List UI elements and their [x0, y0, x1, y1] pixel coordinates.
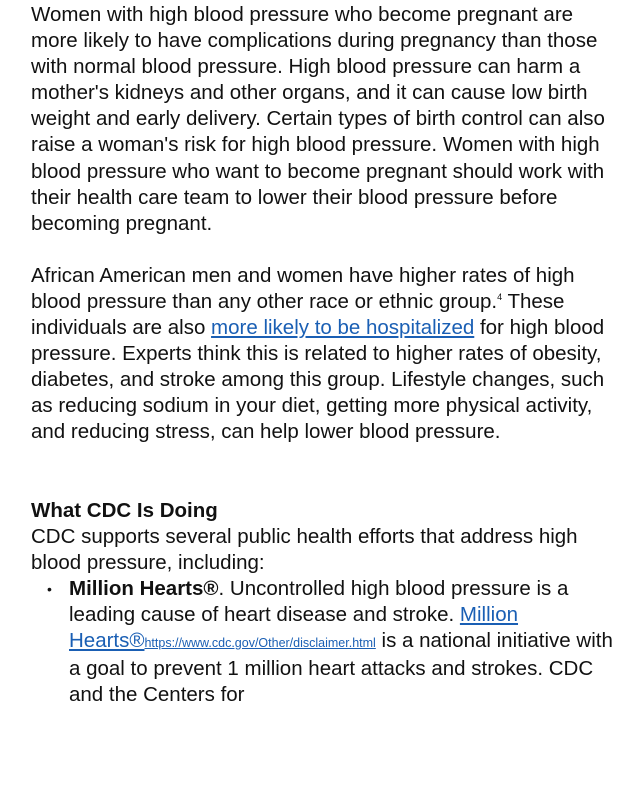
million-hearts-text-b: is a national initiative with a goal to prevent 1 million heart attacks and strokes. CDC and the Centers for	[69, 628, 613, 707]
efforts-list	[31, 576, 616, 708]
paragraph2-text-mid: These individuals are also	[31, 289, 565, 340]
hospitalized-link[interactable]: more likely to be hospitalized	[211, 316, 475, 340]
section-intro: CDC supports several public health efforts that address high blood pressure, including:	[31, 524, 578, 574]
disclaimer-url-link[interactable]: https://www.cdc.gov/Other/disclaimer.html	[144, 635, 376, 650]
paragraph2-text-after: for high blood pressure. Experts think this is related to higher rates of obesity, diabetes, and stroke among this group. Lifestyle changes, such as reducing sodium in your diet, getting more physical activity, and reducing stress, can help lower blood pressure.	[31, 316, 605, 444]
section-heading: What CDC Is Doing	[31, 498, 218, 522]
list-item-million-hearts	[47, 576, 616, 708]
million-hearts-link[interactable]: Million Hearts®	[69, 602, 519, 652]
paragraph-african-american	[31, 263, 616, 446]
bullet-dot: •	[47, 580, 52, 597]
million-hearts-text-a: . Uncontrolled high blood pressure is a leading cause of heart disease and stroke.	[69, 576, 569, 626]
footnote-marker: 4	[497, 291, 503, 302]
paragraph-pregnancy: Women with high blood pressure who become pregnant are more likely to have complications during pregnancy than those with normal blood pressure. High blood pressure can harm a mother's kidneys and other organs, and it can cause low birth weight and early delivery. Certain types of birth control can also raise a woman's risk for high blood pressure. Women with high blood pressure who want to become pregnant should work with their health care team to lower their blood pressure before becoming pregnant.	[31, 3, 605, 235]
paragraph2-text-before: African American men and women have higher rates of high blood pressure than any other race or ethnic group.	[31, 263, 575, 313]
million-hearts-title: Million Hearts®	[69, 576, 219, 600]
